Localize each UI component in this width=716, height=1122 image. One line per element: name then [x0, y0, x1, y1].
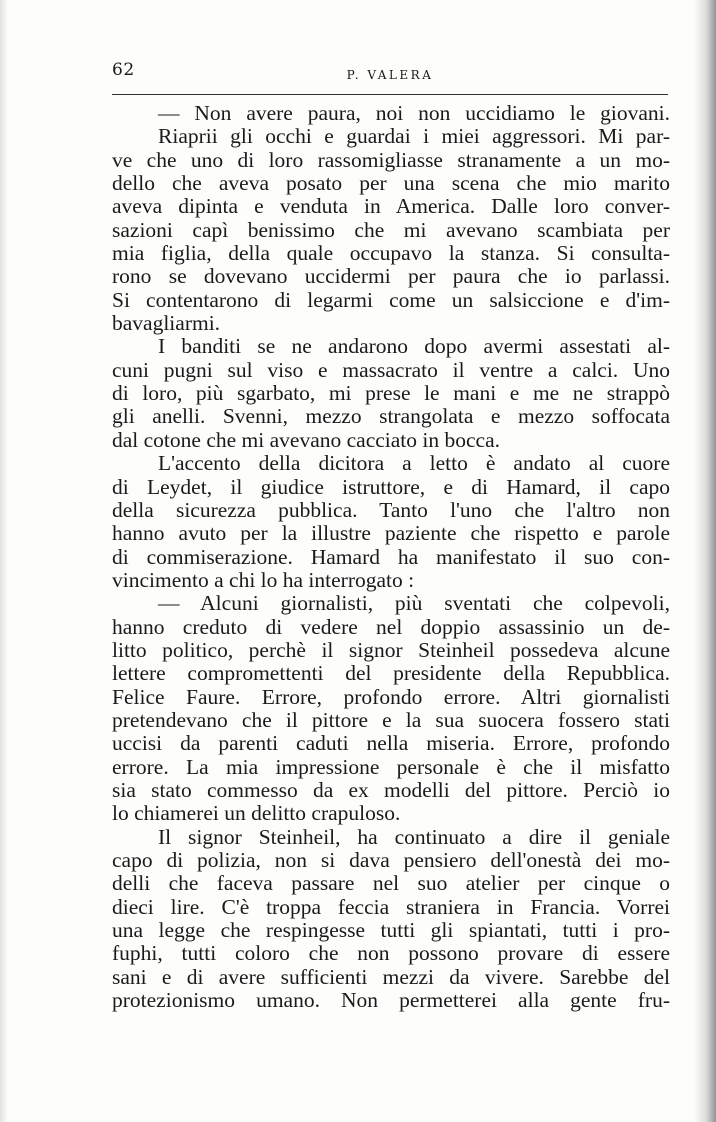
text-line: fuphi, tutti coloro che non possono provare di essere	[112, 941, 670, 966]
text-line: Si contentarono di legarmi come un salsiccione e d'im-	[112, 287, 670, 312]
text-line: rono se dovevano uccidermi per paura che io parlassi.	[112, 264, 670, 289]
text-line: errore. La mia impressione personale è che il misfatto	[112, 754, 670, 779]
text-line: ve che uno di loro rassomigliasse stranamente a un mo-	[112, 147, 670, 172]
text-line: sia stato commesso da ex modelli del pittore. Perciò io	[112, 777, 670, 802]
text-line: aveva dipinta e venduta in America. Dalle loro conver-	[112, 194, 670, 219]
text-line: di commiserazione. Hamard ha manifestato il suo con-	[112, 544, 670, 569]
running-head: P. VALERA	[346, 68, 434, 82]
text-line: una legge che respingesse tutti gli spiantati, tutti i pro-	[112, 918, 670, 943]
text-line: della sicurezza pubblica. Tanto l'uno che l'altro non	[112, 497, 670, 522]
text-line: capo di polizia, non si dava pensiero dell'onestà dei mo-	[112, 848, 670, 872]
text-line: hanno creduto di vedere nel doppio assassinio un de-	[112, 614, 670, 639]
text-line: pretendevano che il pittore e la sua suocera fossero stati	[112, 707, 670, 732]
text-line: I banditi se ne andarono dopo avermi assestati al-	[158, 334, 670, 359]
text-line: mia figlia, della quale occupavo la stanza. Si consulta-	[112, 241, 670, 266]
page-left-edge-shadow	[0, 0, 8, 1122]
text-line: — Alcuni giornalisti, più sventati che colpevoli,	[158, 591, 670, 616]
text-line: di loro, più sgarbato, mi prese le mani e me ne strappò	[112, 381, 670, 406]
text-line: dal cotone che mi avevano cacciato in bocca.	[112, 427, 500, 452]
body-text	[112, 102, 670, 1012]
text-line: Riaprii gli occhi e guardai i miei aggressori. Mi par-	[158, 124, 670, 149]
page-header	[112, 58, 668, 90]
text-line: di Leydet, il giudice istruttore, e di Hamard, il capo	[112, 474, 670, 499]
text-line: bavagliarmi.	[112, 311, 221, 336]
text-line: lo chiamerei un delitto crapuloso.	[112, 801, 401, 826]
text-line: sani e di avere sufficienti mezzi da vivere. Sarebbe del	[112, 964, 670, 989]
text-line: lettere compromettenti del presidente della Repubblica.	[112, 661, 670, 686]
text-line: L'accento della dicitora a letto è andato al cuore	[158, 451, 670, 476]
text-line: vincimento a chi lo ha interrogato :	[112, 567, 415, 592]
header-rule	[112, 94, 668, 95]
text-line: hanno avuto per la illustre paziente che rispetto e parole	[112, 521, 670, 546]
text-line: litto politico, perchè il signor Steinheil possedeva alcune	[112, 637, 670, 662]
text-line: protezionismo umano. Non permetterei alla gente fru-	[112, 988, 670, 1013]
text-line: uccisi da parenti caduti nella miseria. Errore, profondo	[112, 731, 670, 756]
text-line: cuni pugni sul viso e massacrato il ventre a calci. Uno	[112, 357, 670, 382]
text-line: Il signor Steinheil, ha continuato a dire il geniale	[158, 824, 670, 849]
text-line: Felice Faure. Errore, profondo errore. Altri giornalisti	[112, 684, 670, 709]
text-line: gli anelli. Svenni, mezzo strangolata e mezzo soffocata	[112, 404, 670, 429]
text-line: delli che faceva passare nel suo atelier per cinque o	[112, 871, 670, 896]
page-gutter-shadow	[694, 0, 716, 1122]
page-number: 62	[112, 60, 135, 80]
text-line: dieci lire. C'è troppa feccia straniera in Francia. Vorrei	[112, 894, 670, 919]
text-line: sazioni capì benissimo che mi avevano scambiata per	[112, 217, 670, 242]
text-line: dello che aveva posato per una scena che mio marito	[112, 171, 670, 196]
text-line: — Non avere paura, noi non uccidiamo le giovani.	[158, 101, 670, 125]
